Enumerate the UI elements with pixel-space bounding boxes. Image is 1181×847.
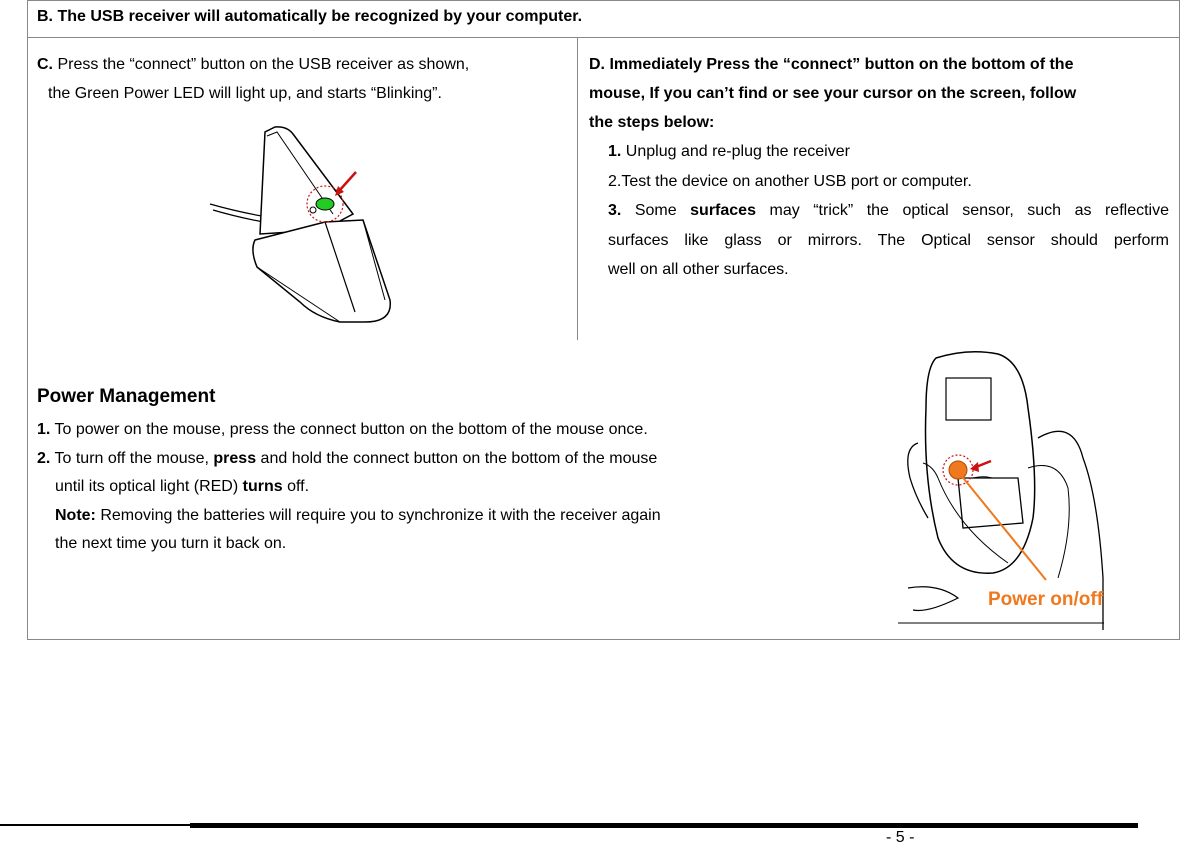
step-3-line3: well on all other surfaces. bbox=[608, 261, 789, 278]
pm-note-label: Note: bbox=[55, 506, 96, 524]
page-number: - 5 - bbox=[886, 829, 915, 846]
pm-item-1-num: 1. bbox=[37, 421, 51, 438]
pm-item-2-num: 2. bbox=[37, 449, 51, 467]
step-3-line1 bbox=[589, 196, 1169, 226]
step-1-text: Unplug and re-plug the receiver bbox=[621, 143, 850, 160]
power-management-section bbox=[37, 384, 797, 559]
section-d bbox=[589, 50, 1169, 285]
pm-note-line1 bbox=[37, 502, 797, 531]
pm-item-2-mid: and hold the connect button on the bottom of the mouse bbox=[256, 449, 658, 467]
step-3-pre: Some bbox=[621, 202, 691, 219]
pm-item-2 bbox=[37, 445, 797, 474]
pm-item-2-bold1: press bbox=[213, 449, 257, 467]
step-3-num: 3. bbox=[608, 202, 622, 219]
section-b-text: B. The USB receiver will automatically be recognized by your computer. bbox=[37, 8, 583, 25]
step-1-num: 1. bbox=[608, 143, 622, 160]
section-c-line1-text: Press the “connect” button on the USB receiver as shown, bbox=[53, 56, 470, 73]
usb-receiver-illustration bbox=[205, 122, 405, 332]
column-divider bbox=[577, 38, 578, 340]
power-management-title: Power Management bbox=[37, 386, 216, 407]
pm-item-1 bbox=[37, 416, 797, 445]
section-c-prefix: C. bbox=[37, 56, 53, 73]
pm-item-2-line2-post: off. bbox=[282, 478, 310, 495]
pm-item-2-bold2: turns bbox=[242, 478, 283, 495]
pm-item-1-text: To power on the mouse, press the connect button on the bottom of the mouse once. bbox=[50, 421, 648, 438]
pm-item-2-line2-pre: until its optical light (RED) bbox=[55, 478, 243, 495]
section-d-heading-line2: mouse, If you can’t find or see your cursor on the screen, follow bbox=[589, 85, 1077, 102]
pm-note-line2: the next time you turn it back on. bbox=[55, 535, 287, 552]
step-3-bold: surfaces bbox=[690, 202, 756, 219]
green-led-icon bbox=[316, 198, 334, 210]
step-2: 2.Test the device on another USB port or computer. bbox=[608, 172, 972, 190]
section-d-heading-line1: D. Immediately Press the “connect” button on the bottom of the bbox=[589, 56, 1074, 73]
pm-note-text: Removing the batteries will require you to synchronize it with the receiver again bbox=[95, 506, 661, 524]
section-c-line2: the Green Power LED will light up, and starts “Blinking”. bbox=[48, 85, 442, 102]
section-d-heading-line3: the steps below: bbox=[589, 114, 715, 131]
footer-rule-thick bbox=[190, 823, 1138, 828]
step-3-line2: surfaces like glass or mirrors. The Optical sensor should perform bbox=[608, 231, 1169, 249]
power-on-off-label: Power on/off bbox=[988, 589, 1104, 610]
section-b bbox=[27, 0, 1180, 38]
mouse-in-hand-illustration bbox=[898, 348, 1104, 630]
section-c-line1 bbox=[37, 50, 567, 79]
step-3-line1-rest: may “trick” the optical sensor, such as reflective bbox=[755, 202, 1170, 219]
pm-item-2-pre: To turn off the mouse, bbox=[50, 449, 214, 467]
section-c bbox=[37, 50, 567, 108]
step-1 bbox=[589, 137, 1169, 167]
power-button-marker-icon bbox=[949, 461, 967, 479]
pm-item-2-line2 bbox=[37, 473, 797, 502]
